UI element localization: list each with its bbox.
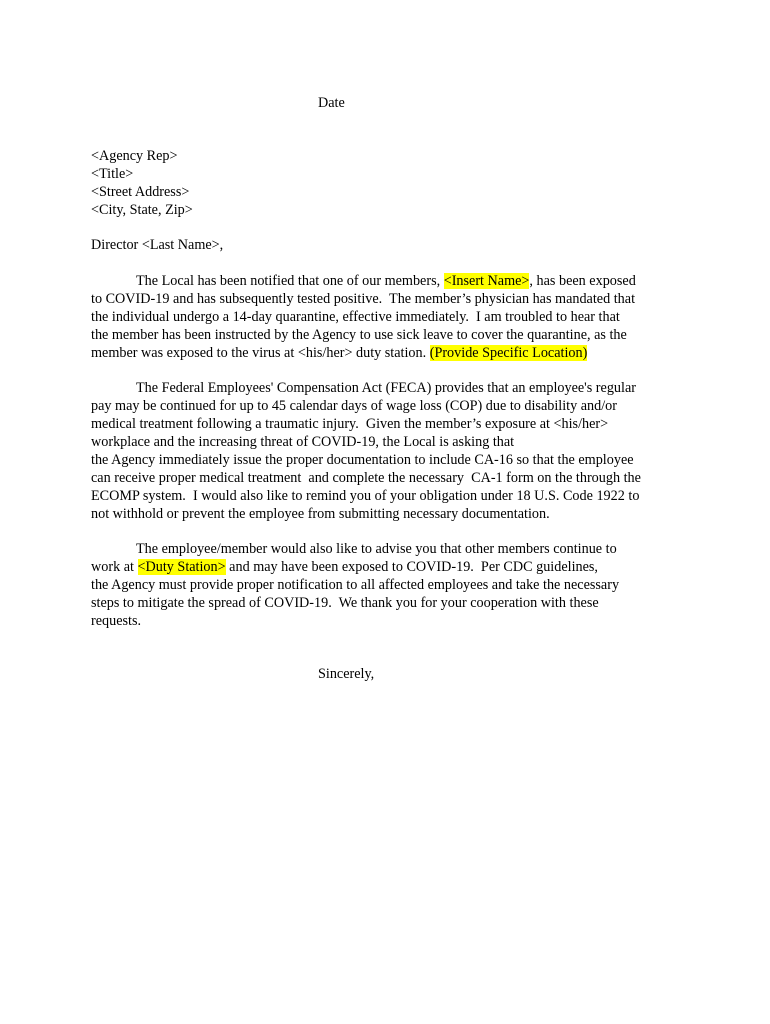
paragraph1-line4: the member has been instructed by the Agency to use sick leave to cover the quarantine, as the bbox=[91, 327, 627, 343]
paragraph2-line4: workplace and the increasing threat of COVID-19, the Local is asking that bbox=[91, 434, 515, 450]
date-line: Date bbox=[318, 95, 345, 111]
paragraph2-line3: medical treatment following a traumatic injury. Given the member’s exposure at <his/her> bbox=[91, 416, 609, 432]
paragraph2-line7: ECOMP system. I would also like to remind you of your obligation under 18 U.S. Code 1922 to bbox=[91, 488, 640, 504]
paragraph1-line5 bbox=[91, 344, 587, 362]
paragraph3-line2 bbox=[91, 558, 598, 576]
paragraph2-line1: The Federal Employees' Compensation Act (FECA) provides that an employee's regular bbox=[136, 380, 636, 396]
insert-name-placeholder: <Insert Name> bbox=[443, 273, 530, 289]
paragraph2-line8: not withhold or prevent the employee from submitting necessary documentation. bbox=[91, 506, 550, 522]
closing: Sincerely, bbox=[318, 666, 375, 682]
paragraph3-line4: steps to mitigate the spread of COVID-19. We thank you for your cooperation with these bbox=[91, 595, 599, 611]
address-city-state-zip: <City, State, Zip> bbox=[91, 202, 193, 218]
paragraph3-line2-text-b: and may have been exposed to COVID-19. Per CDC guidelines, bbox=[225, 559, 598, 575]
paragraph1-line1-text-b: , has been exposed bbox=[529, 273, 636, 289]
paragraph1-line1-text-a: The Local has been notified that one of our members, bbox=[136, 273, 444, 289]
paragraph3-line5: requests. bbox=[91, 613, 142, 629]
paragraph2-line6: can receive proper medical treatment and complete the necessary CA-1 form on the through the bbox=[91, 470, 641, 486]
paragraph3-line2-text-a: work at bbox=[91, 559, 138, 575]
salutation: Director <Last Name>, bbox=[91, 237, 224, 253]
paragraph1-line1 bbox=[136, 272, 636, 290]
duty-station-placeholder: <Duty Station> bbox=[137, 559, 226, 575]
paragraph1-line3: the individual undergo a 14-day quarantine, effective immediately. I am troubled to hear that bbox=[91, 309, 620, 325]
paragraph2-line5: the Agency immediately issue the proper documentation to include CA-16 so that the employee bbox=[91, 452, 634, 468]
paragraph1-line5-text: member was exposed to the virus at <his/her> duty station. bbox=[91, 345, 430, 361]
address-title: <Title> bbox=[91, 166, 134, 182]
address-street: <Street Address> bbox=[91, 184, 190, 200]
paragraph2-line2: pay may be continued for up to 45 calendar days of wage loss (COP) due to disability and/or bbox=[91, 398, 617, 414]
paragraph3-line1: The employee/member would also like to advise you that other members continue to bbox=[136, 541, 617, 557]
paragraph1-line2: to COVID-19 and has subsequently tested positive. The member’s physician has mandated that bbox=[91, 291, 636, 307]
paragraph3-line3: the Agency must provide proper notification to all affected employees and take the necessary bbox=[91, 577, 620, 593]
address-agency-rep: <Agency Rep> bbox=[91, 148, 178, 164]
specific-location-placeholder: (Provide Specific Location) bbox=[429, 345, 588, 361]
